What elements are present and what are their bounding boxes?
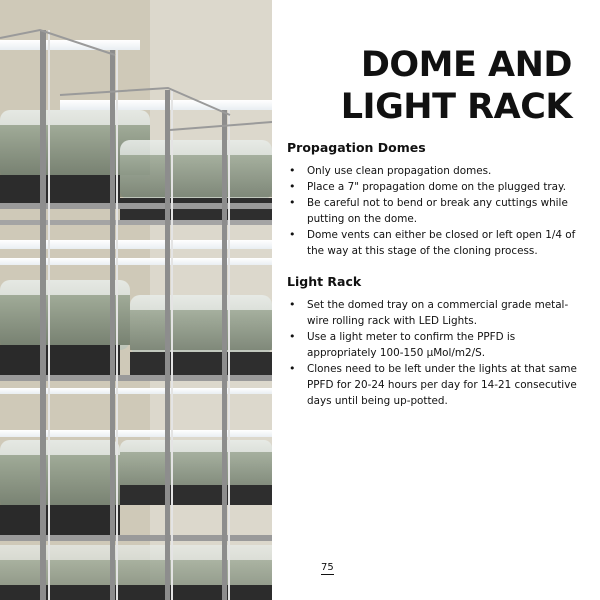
rack-photo	[0, 0, 272, 600]
list-item: • Place a 7" propagation dome on the plugged tray.	[287, 179, 577, 195]
list-item: • Be careful not to bend or break any cuttings while putting on the dome.	[287, 195, 577, 227]
title-line-2: LIGHT RACK	[340, 87, 572, 127]
light-rack-list	[287, 297, 577, 409]
list-item: • Clones need to be left under the lights at that same PPFD for 20-24 hours per day for 14-21 consecutive days until being up-potted.	[287, 361, 577, 409]
list-item: • Only use clean propagation domes.	[287, 163, 577, 179]
list-item: • Dome vents can either be closed or left open 1/4 of the way at this stage of the cloning process.	[287, 227, 577, 259]
section-heading-light-rack: Light Rack	[287, 274, 362, 289]
list-item: • Set the domed tray on a commercial grade metal-wire rolling rack with LED Lights.	[287, 297, 577, 329]
page-title	[312, 44, 572, 128]
page-number: 75	[321, 562, 334, 573]
rack-photo-illustration	[0, 0, 272, 600]
section-heading-propagation-domes: Propagation Domes	[287, 140, 426, 155]
propagation-domes-list	[287, 163, 577, 259]
list-item: • Use a light meter to confirm the PPFD is appropriately 100-150 µMol/m2/S.	[287, 329, 577, 361]
title-line-1: DOME AND	[360, 45, 572, 85]
